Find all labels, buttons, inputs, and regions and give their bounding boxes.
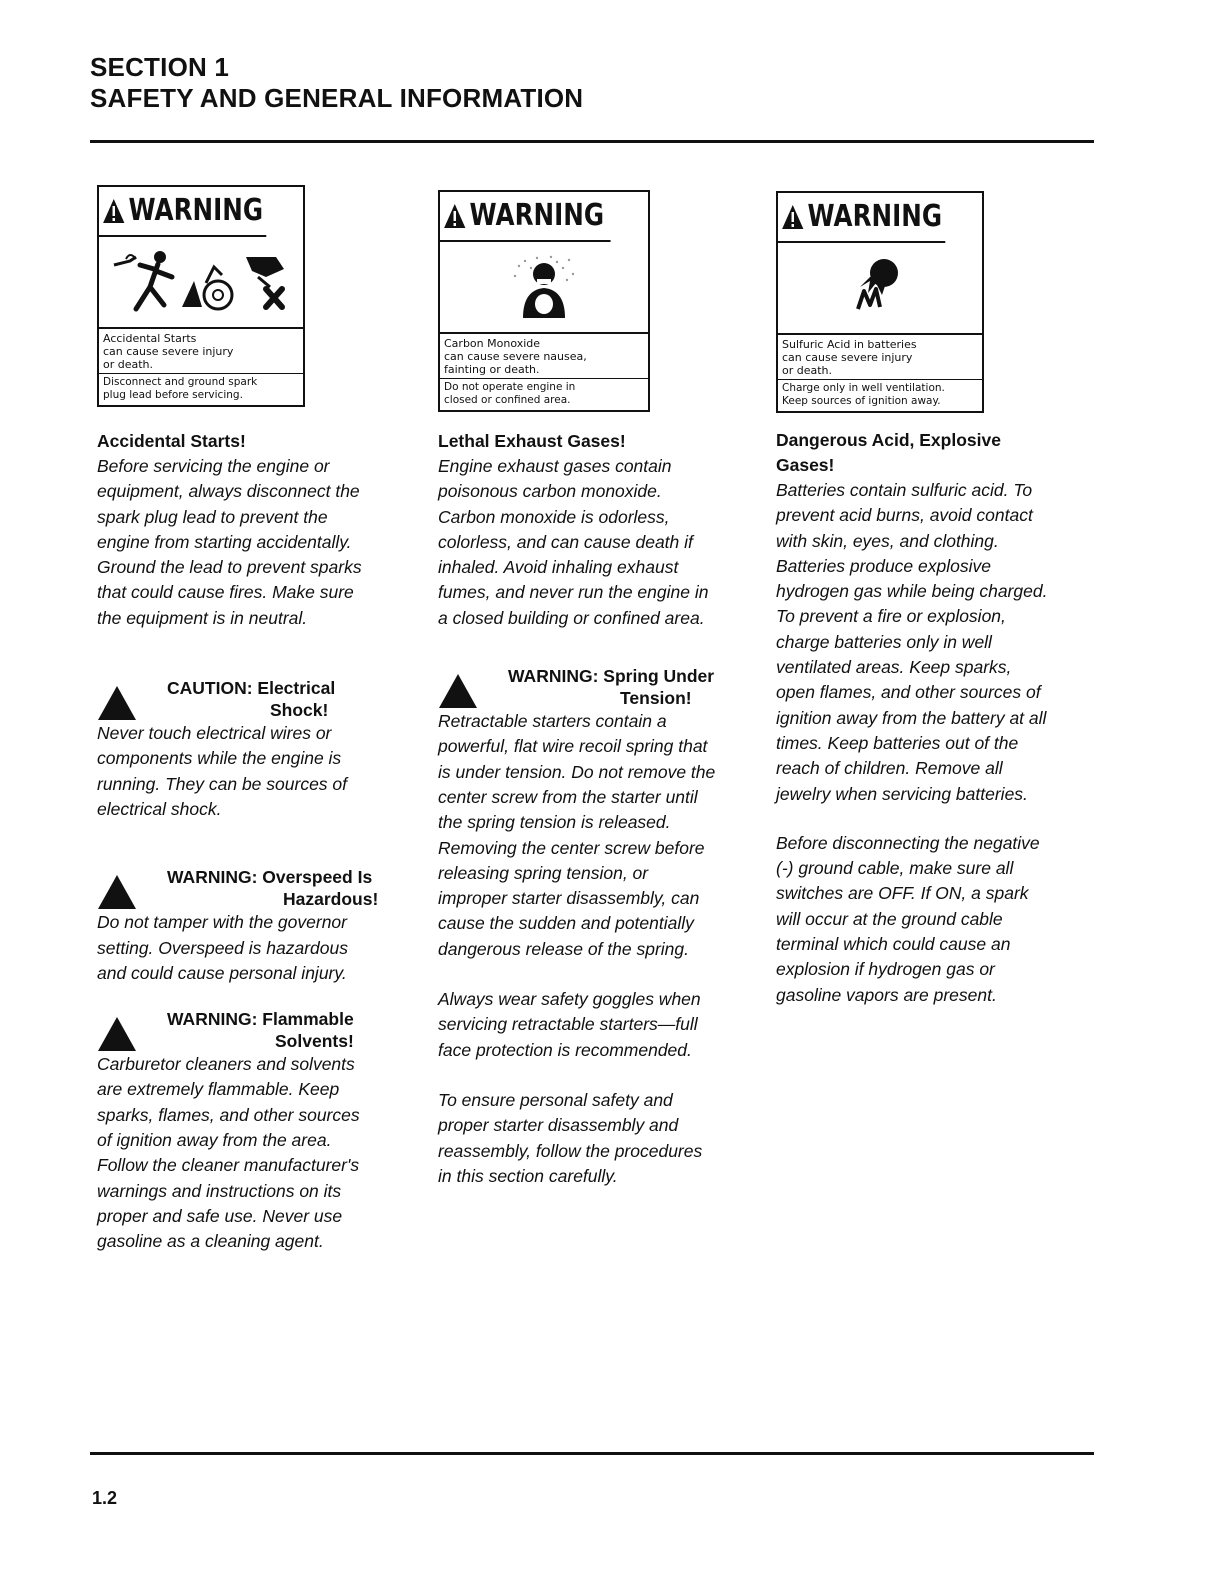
warning-sign-accidental-starts	[97, 185, 305, 407]
top-divider	[90, 140, 1094, 143]
sign-instruction-line: Keep sources of ignition away.	[782, 395, 941, 407]
warning-triangle-icon	[102, 198, 125, 224]
sign-message-line: fainting or death.	[444, 363, 540, 376]
sign-instruction-line: plug lead before servicing.	[103, 389, 243, 401]
caution-label: Shock!	[270, 700, 329, 721]
sign-instruction-line: closed or confined area.	[444, 394, 571, 406]
block-body: Before servicing the engine or equipment, always disconnect the spark plug lead to prevent the engine from starting accidentally. Ground the lead to prevent sparks that could cause fires. Make sure the equipment is in neutral.	[97, 456, 362, 628]
warning-overspeed	[97, 866, 417, 986]
sign-message-line: Accidental Starts	[103, 332, 197, 345]
page-number: 1.2	[92, 1488, 118, 1508]
block-body: Batteries contain sulfuric acid. To prevent acid burns, avoid contact with skin, eyes, and clothing. Batteries produce explosive hydrogen gas while being charged. To prevent a fire or explosion, charge batteries only in well ventilated areas. Keep sparks, open flames, and other sources of ignition away from the battery at all times. Keep batteries out of the reach of children. Remove all jewelry when servicing batteries.	[776, 480, 1048, 804]
paragraph-negative-cable: Before disconnecting the negative (-) ground cable, make sure all switches are OFF. If ON, a spark will occur at the ground cable terminal which could cause an explosion if hydrogen gas or gasoline vapors are present.	[776, 832, 1040, 1005]
block-title: Accidental Starts!	[97, 431, 246, 451]
battery-explosion-pictogram-icon	[840, 253, 920, 323]
caution-body: Never touch electrical wires or components while the engine is running. They can be sources of electrical shock.	[97, 723, 348, 819]
section-title: SAFETY AND GENERAL INFORMATION	[90, 83, 584, 113]
sign-message-line: or death.	[103, 358, 154, 371]
sign-header-text: WARNING	[807, 199, 943, 234]
sign-instruction-line: Disconnect and ground spark	[103, 376, 258, 388]
caution-label: WARNING: Spring Under	[508, 666, 715, 687]
caution-electrical-shock	[97, 677, 417, 822]
accidental-start-pictogram-icon	[106, 247, 296, 317]
caution-label: WARNING: Flammable	[167, 1009, 354, 1030]
caution-label: Solvents!	[275, 1031, 354, 1052]
section-number: SECTION 1	[90, 52, 230, 82]
caution-label: CAUTION: Electrical	[167, 678, 336, 699]
block-body: Engine exhaust gases contain poisonous carbon monoxide. Carbon monoxide is odorless, colorless, and can cause death if inhaled. Avoid inhaling exhaust fumes, and never run the engine in a closed building or confined area.	[438, 456, 709, 628]
warning-flammable-solvents	[97, 1008, 417, 1254]
warning-triangle-icon	[443, 203, 466, 229]
warning-triangle-icon	[97, 874, 137, 910]
caution-label: WARNING: Overspeed Is	[167, 867, 373, 888]
warning-triangle-icon	[97, 1016, 137, 1052]
sign-message-line: or death.	[782, 364, 833, 377]
warning-spring-under-tension	[438, 665, 758, 962]
sign-message-line: can cause severe injury	[782, 351, 913, 364]
block-title: Dangerous Acid, Explosive Gases!	[776, 430, 1001, 475]
sign-header-text: WARNING	[128, 193, 264, 228]
sign-message-line: can cause severe nausea,	[444, 350, 587, 363]
sign-message-line: Sulfuric Acid in batteries	[782, 338, 917, 351]
sign-header-text: WARNING	[469, 198, 605, 233]
column-accidental-starts	[97, 185, 417, 1255]
caution-body: Retractable starters contain a powerful, flat wire recoil spring that is under tension. Do not remove the center screw from the starter until the spring tension is released. Removing the center screw before releasing spring tension, or improper starter disassembly, can cause the sudden and potentially dangerous release of the spring.	[438, 711, 716, 959]
caution-label: Tension!	[620, 688, 692, 709]
warning-triangle-icon	[438, 673, 478, 709]
column-lethal-exhaust	[438, 190, 758, 1189]
block-title: Lethal Exhaust Gases!	[438, 431, 626, 451]
sign-message-line: can cause severe injury	[103, 345, 234, 358]
sign-instruction-line: Do not operate engine in	[444, 381, 576, 393]
bottom-divider	[90, 1452, 1094, 1455]
sign-message-line: Carbon Monoxide	[444, 337, 541, 350]
column-dangerous-acid	[776, 191, 1096, 1008]
caution-body: Carburetor cleaners and solvents are extremely flammable. Keep sparks, flames, and other sources of ignition away from the area. Follow the cleaner manufacturer's warnings and instructions on its proper and safe use. Never use gasoline as a cleaning agent.	[97, 1054, 360, 1252]
warning-sign-sulfuric-acid	[776, 191, 984, 413]
paragraph-personal-safety: To ensure personal safety and proper starter disassembly and reassembly, follow the procedures in this section carefully.	[438, 1089, 703, 1186]
sign-instruction-line: Charge only in well ventilation.	[782, 382, 945, 394]
caution-body: Do not tamper with the governor setting. Overspeed is hazardous and could cause personal injury.	[97, 912, 348, 983]
carbon-monoxide-pictogram-icon	[479, 252, 609, 322]
caution-triangle-icon	[97, 685, 137, 721]
paragraph-safety-goggles: Always wear safety goggles when servicing retractable starters—full face protection is recommended.	[438, 989, 701, 1060]
caution-label: Hazardous!	[283, 889, 379, 910]
warning-sign-carbon-monoxide	[438, 190, 650, 412]
warning-triangle-icon	[781, 204, 804, 230]
section-heading	[90, 52, 583, 114]
